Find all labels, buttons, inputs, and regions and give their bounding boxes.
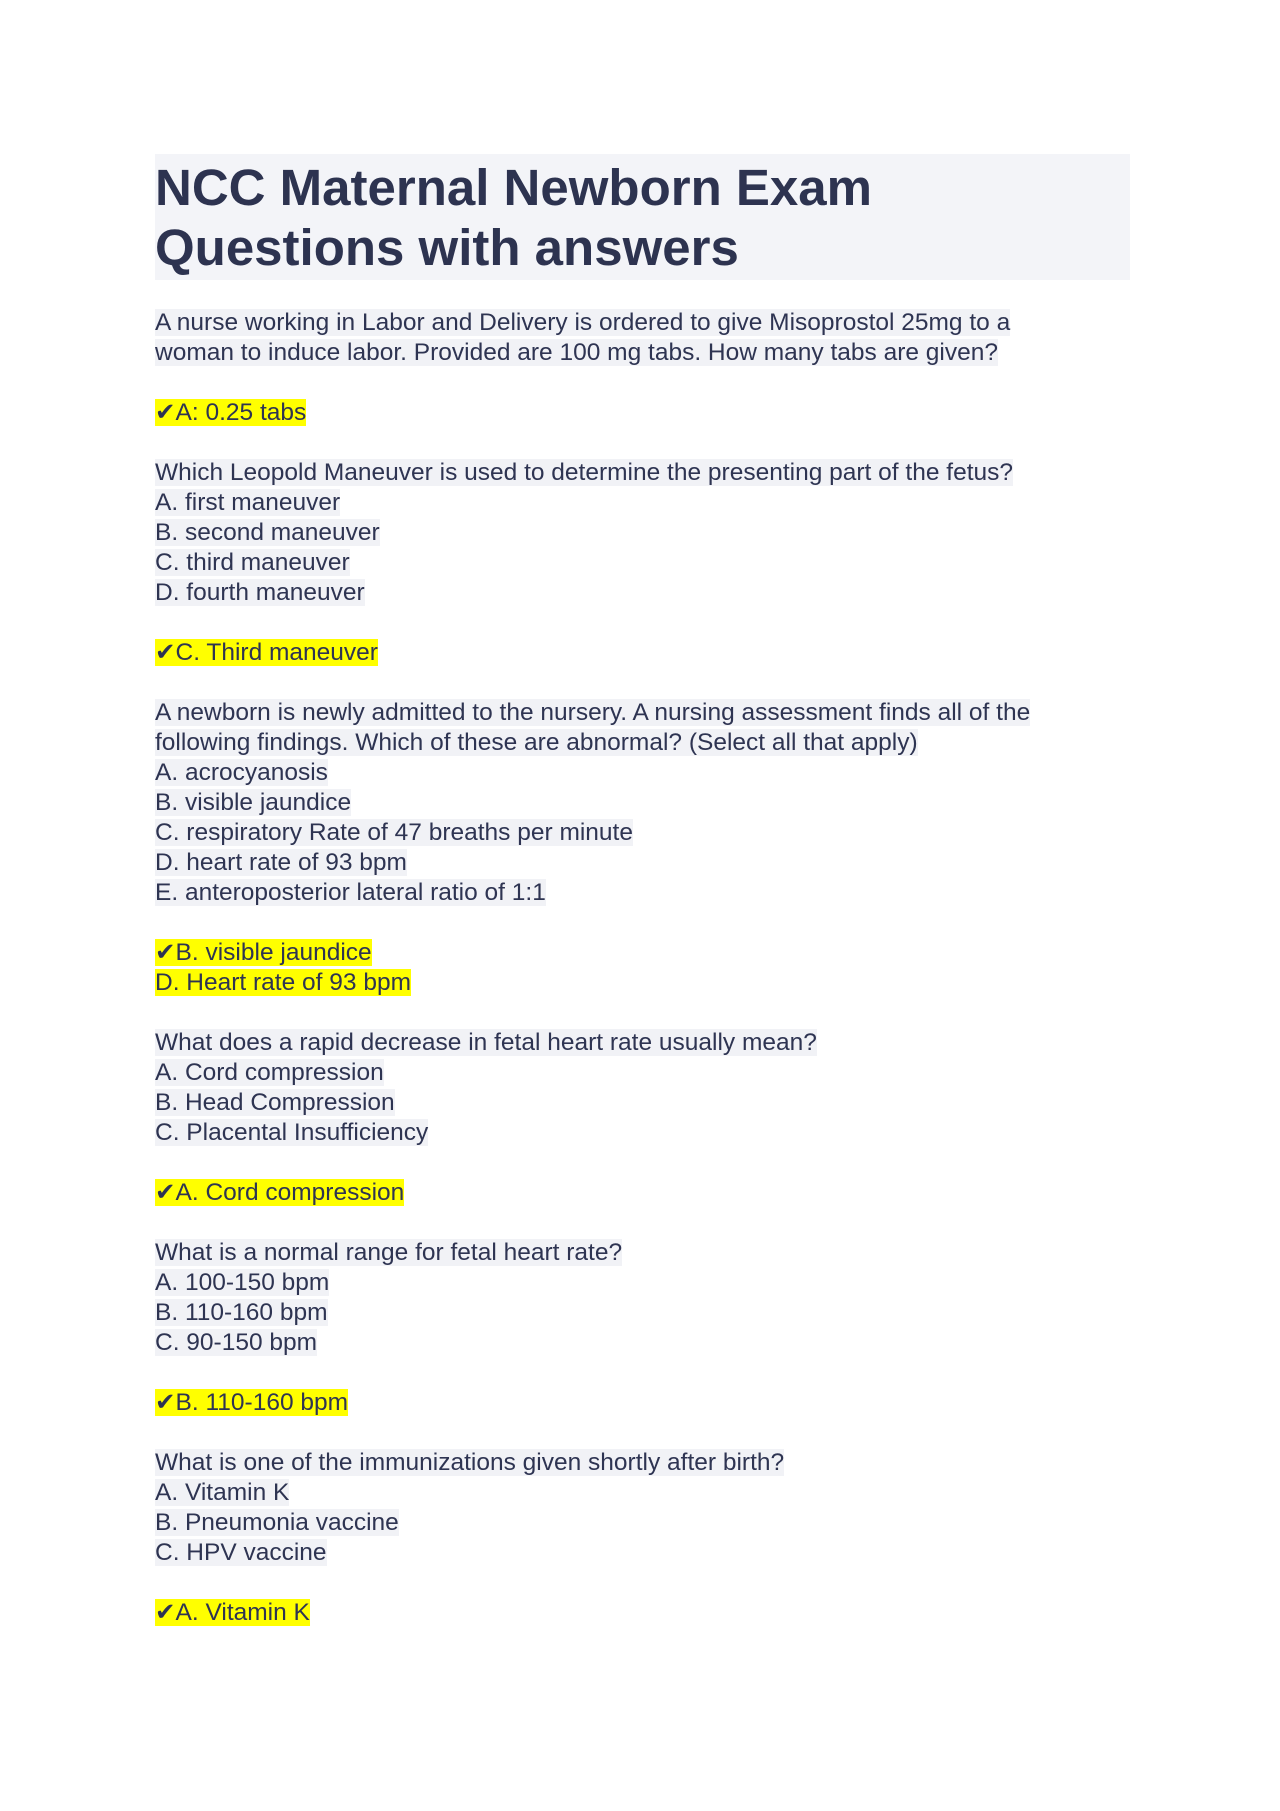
answer-option: D. fourth maneuver (155, 579, 365, 606)
title-line-1: NCC Maternal Newborn Exam (155, 159, 872, 216)
question-block (155, 698, 1130, 1028)
answer-option: A. acrocyanosis (155, 759, 328, 786)
answer-option: A. 100-150 bpm (155, 1269, 330, 1296)
question-text: woman to induce labor. Provided are 100 mg tabs. How many tabs are given? (155, 339, 999, 366)
question-block (155, 1238, 1130, 1448)
answer-option: B. second maneuver (155, 519, 380, 546)
answer-option: B. visible jaundice (155, 789, 352, 816)
question-block (155, 1448, 1130, 1658)
correct-answer: ✔B. visible jaundice (155, 939, 372, 966)
question-block (155, 458, 1130, 698)
answer-option: D. heart rate of 93 bpm (155, 849, 407, 876)
question-text: following findings. Which of these are abnormal? (Select all that apply) (155, 729, 918, 756)
answer-option: C. 90-150 bpm (155, 1329, 318, 1356)
correct-answer: ✔A. Cord compression (155, 1179, 405, 1206)
correct-answer: ✔B. 110-160 bpm (155, 1389, 349, 1416)
answer-option: A. first maneuver (155, 489, 341, 516)
question-block (155, 308, 1130, 458)
answer-option: E. anteroposterior lateral ratio of 1:1 (155, 879, 546, 906)
title-heading (155, 158, 1130, 278)
question-text: A newborn is newly admitted to the nursery. A nursing assessment finds all of the (155, 699, 1031, 726)
answer-option: C. third maneuver (155, 549, 350, 576)
answer-option: B. Pneumonia vaccine (155, 1509, 399, 1536)
question-block (155, 1028, 1130, 1238)
question-text: What does a rapid decrease in fetal heart rate usually mean? (155, 1029, 817, 1056)
questions-list (155, 308, 1130, 1658)
correct-answer: ✔C. Third maneuver (155, 639, 378, 666)
answer-option: C. respiratory Rate of 47 breaths per minute (155, 819, 633, 846)
question-text: Which Leopold Maneuver is used to determine the presenting part of the fetus? (155, 459, 1014, 486)
document-title (155, 154, 1130, 280)
correct-answer: ✔A. Vitamin K (155, 1599, 310, 1626)
answer-option: A. Cord compression (155, 1059, 384, 1086)
answer-option: B. Head Compression (155, 1089, 395, 1116)
question-text: What is one of the immunizations given shortly after birth? (155, 1449, 785, 1476)
answer-option: B. 110-160 bpm (155, 1299, 328, 1326)
title-line-2: Questions with answers (155, 219, 739, 276)
question-text: A nurse working in Labor and Delivery is ordered to give Misoprostol 25mg to a (155, 309, 1011, 336)
correct-answer: ✔A: 0.25 tabs (155, 399, 307, 426)
question-text: What is a normal range for fetal heart rate? (155, 1239, 623, 1266)
correct-answer: D. Heart rate of 93 bpm (155, 969, 412, 996)
answer-option: C. Placental Insufficiency (155, 1119, 429, 1146)
answer-option: A. Vitamin K (155, 1479, 290, 1506)
answer-option: C. HPV vaccine (155, 1539, 327, 1566)
document-page (155, 154, 1130, 1658)
